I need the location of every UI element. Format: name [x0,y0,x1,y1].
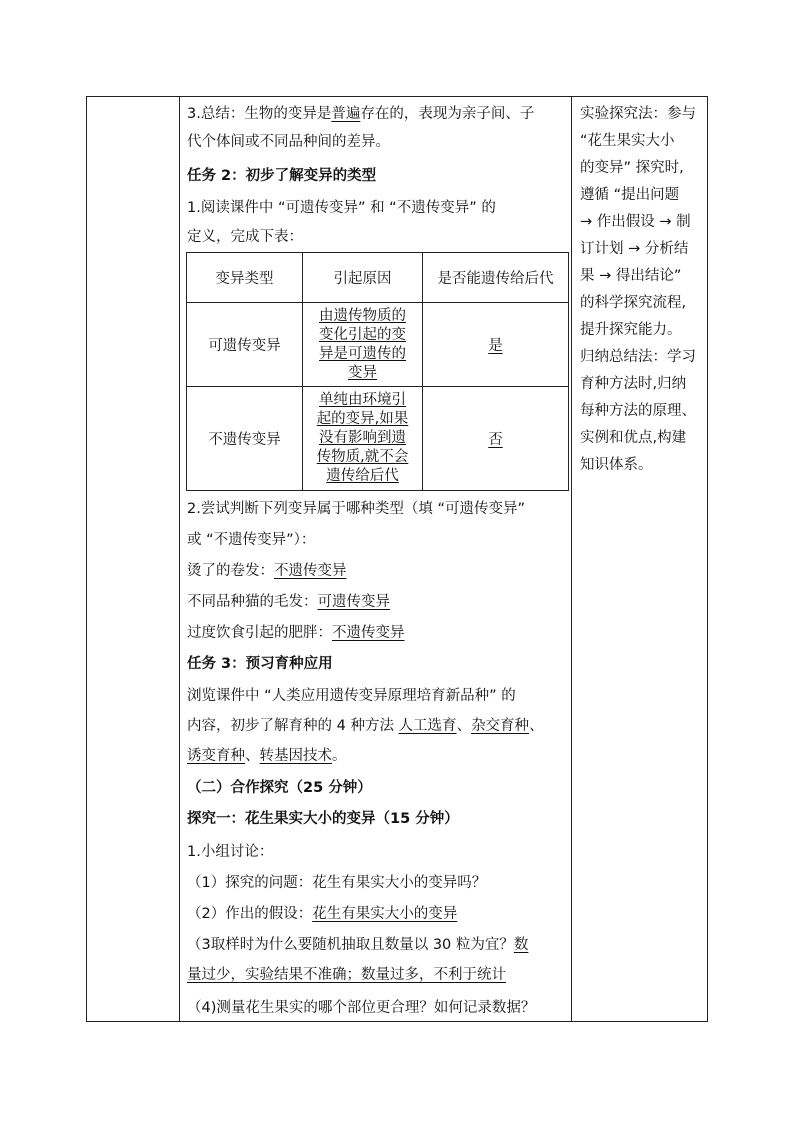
column-divider-left [179,97,180,1021]
row2-type: 不遗传变异 [187,387,303,491]
task2-title: 任务 2：初步了解变异的类型 [187,168,377,184]
header-variation-type: 变异类型 [187,253,303,303]
task2-q2-line-2: 或 “不遗传变异”）： [187,532,316,548]
row1-type: 可遗传变异 [187,303,303,387]
method-note-line: 的科学探究流程, [580,295,687,311]
discussion-label: 1.小组讨论： [187,844,274,860]
discussion-question-4: （4)测量花生果实的哪个部位更合理？如何记录数据？ [187,1000,536,1016]
table-row [187,387,569,491]
header-cause: 引起原因 [303,253,423,303]
method-note-line: 实例和优点,构建 [580,430,687,446]
method-notes [580,101,710,479]
header-inheritable: 是否能遗传给后代 [423,253,569,303]
judgement-item: 过度饮食引起的肥胖：不遗传变异 [187,625,405,641]
row1-cause: 由遗传物质的 变化引起的变 异是可遗传的 变异 [303,303,423,387]
task3-title: 任务 3：预习育种应用 [187,656,333,672]
row2-inheritable: 否 [423,387,569,491]
row2-cause: 单纯由环境引 起的变异,如果 没有影响到遗 传物质,就不会 遗传给后代 [303,387,423,491]
method-note-line: 知识体系。 [580,457,653,473]
discussion-question-3: （3取样时为什么要随机抽取且数量以 30 粒为宜？数 [187,937,529,953]
method-note-line: 果 → 得出结论” [580,268,682,284]
table-row [187,303,569,387]
task3-line-3: 诱变育种、转基因技术。 [187,748,347,764]
judgement-item: 烫了的卷发：不遗传变异 [187,563,347,579]
discussion-question-2: （2）作出的假设：花生有果实大小的变异 [187,906,458,922]
method-note-line: → 作出假设 → 制 [580,214,691,230]
summary-line-1: 3.总结：生物的变异是普遍存在的，表现为亲子间、子 [187,106,535,122]
judgement-item: 不同品种猫的毛发：可遗传变异 [187,594,390,610]
method-note-line: 每种方法的原理、 [580,403,696,419]
row1-inheritable: 是 [423,303,569,387]
task2-instruction-line-1: 1.阅读课件中 “可遗传变异” 和 “不遗传变异” 的 [187,200,496,216]
explore1-title: 探究一：花生果实大小的变异（15 分钟） [187,811,459,827]
cooperative-inquiry-title: （二）合作探究（25 分钟） [187,780,372,796]
task2-instruction-line-2: 定义，完成下表： [187,229,303,245]
summary-line-2: 代个体间或不同品种间的差异。 [187,134,390,150]
method-note-line: 实验探究法：参与 [580,106,696,122]
method-note-line: 归纳总结法：学习 [580,349,696,365]
task3-line-1: 浏览课件中 “人类应用遗传变异原理培育新品种” 的 [187,688,516,704]
method-note-line: 遵循 “提出问题 [580,187,680,203]
table-header-row [187,253,569,303]
column-divider-right [571,97,572,1021]
variation-type-table [186,252,569,491]
method-note-line: 订计划 → 分析结 [580,241,689,257]
task2-q2-line-1: 2.尝试判断下列变异属于哪种类型（填 “可遗传变异” [187,501,525,517]
method-note-line: 的变异” 探究时, [580,160,684,176]
method-note-line: “花生果实大小 [580,133,675,149]
method-note-line: 提升探究能力。 [580,322,682,338]
task3-line-2: 内容，初步了解育种的 4 种方法 人工选育、杂交育种、 [187,718,544,734]
discussion-question-1: （1）探究的问题：花生有果实大小的变异吗？ [187,875,487,891]
method-note-line: 育种方法时,归纳 [580,376,687,392]
discussion-question-3-answer: 量过少，实验结果不准确；数量过多，不利于统计 [187,967,506,983]
